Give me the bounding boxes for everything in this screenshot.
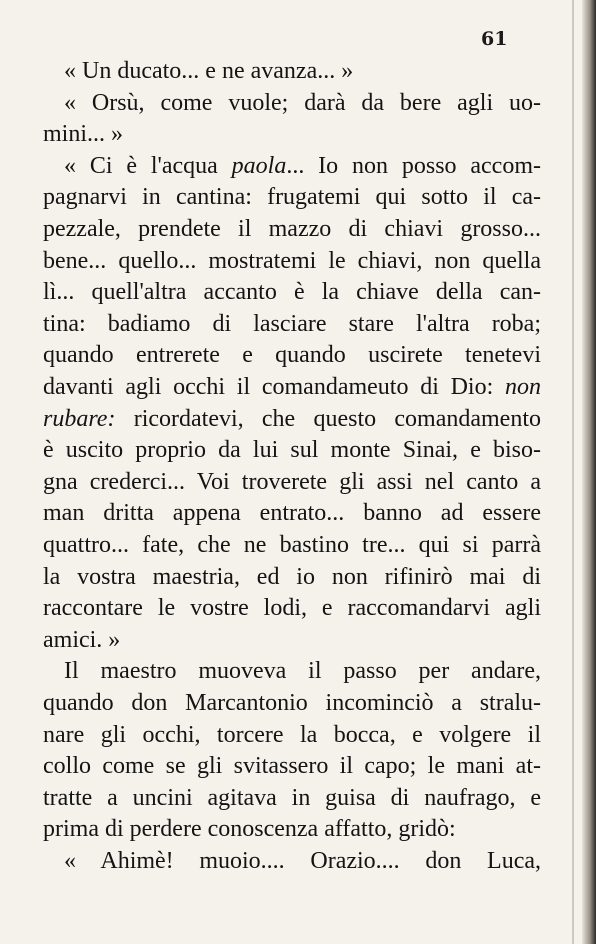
text-line (43, 404, 541, 435)
text-line (43, 593, 541, 624)
text-line (43, 182, 541, 213)
italic-segment: paola (231, 152, 287, 179)
text-line (43, 814, 541, 845)
italic-segment: non (505, 374, 541, 400)
text-line (43, 751, 541, 782)
italic-segment: rubare: (43, 405, 116, 432)
text-line-segment: « Un ducato... e ne avanza... » (64, 58, 354, 84)
text-line (43, 530, 541, 561)
text-line-segment: gna crederci... Voi troverete gli assi nel canto a (43, 468, 541, 495)
text-line-segment: tratte a uncini agitava in guisa di naufrago, e (43, 784, 541, 811)
book-spine-shadow (582, 0, 596, 944)
text-line-segment: bene... quello... mostratemi le chiavi, non quella (43, 247, 541, 274)
text-line-segment: collo come se gli svitassero il capo; le mani at- (43, 753, 541, 780)
text-line (43, 214, 541, 245)
text-line (43, 562, 541, 593)
text-line (43, 435, 541, 466)
text-line-segment: ricordatevi, che questo comandamento (115, 405, 541, 432)
text-line (43, 467, 541, 498)
text-line-segment: pagnarvi in cantina: frugatemi qui sotto il ca- (43, 184, 541, 211)
text-line-segment: pezzale, prendete il mazzo di chiavi grosso... (43, 216, 541, 242)
text-line-segment: ... Io non posso accom- (286, 152, 541, 179)
page-edge-line (572, 0, 574, 944)
text-line (43, 372, 541, 403)
text-line (43, 88, 541, 119)
text-line-segment: prima di perdere conoscenza affatto, gridò: (43, 816, 456, 843)
text-line (43, 846, 541, 877)
text-line-segment: mini... » (43, 121, 124, 148)
text-line (43, 783, 541, 814)
text-line (43, 688, 541, 719)
text-line-segment: davanti agli occhi il comandameuto di Dio: (43, 374, 505, 400)
text-line-segment: quattro... fate, che ne bastino tre... qui si parrà (43, 532, 541, 558)
text-line-segment: la vostra maestria, ed io non rifinirò mai di (43, 563, 541, 590)
text-line-segment: raccontare le vostre lodi, e raccomandarvi agli (43, 595, 541, 622)
text-line (43, 277, 541, 308)
text-line (43, 656, 541, 687)
text-line-segment: amici. » (43, 626, 121, 653)
text-line (43, 498, 541, 529)
text-line-segment: quando don Marcantonio incominciò a stralu- (43, 690, 541, 716)
text-line-segment: « Ci è l'acqua (64, 152, 232, 179)
text-line (43, 625, 541, 656)
text-line (43, 340, 541, 371)
text-line-segment: nare gli occhi, torcere la bocca, e volgere il (43, 721, 541, 748)
text-line-segment: tina: badiamo di lasciare stare l'altra roba; (43, 310, 541, 337)
text-line-segment: Il maestro muoveva il passo per andare, (64, 658, 541, 685)
text-line-segment: man dritta appena entrato... banno ad essere (43, 500, 541, 527)
text-line (43, 246, 541, 277)
text-line-segment: lì... quell'altra accanto è la chiave della can- (43, 279, 541, 306)
text-line (43, 56, 541, 87)
text-line-segment: è uscito proprio da lui sul monte Sinai, e biso- (43, 437, 541, 464)
text-line (43, 151, 541, 182)
text-line (43, 309, 541, 340)
text-line (43, 119, 541, 150)
text-line-segment: « Ahimè! muoio.... Orazio.... don Luca, (64, 848, 541, 874)
text-line (43, 720, 541, 751)
text-line-segment: « Orsù, come vuole; darà da bere agli uo- (64, 89, 541, 116)
page-number: 61 (481, 28, 508, 50)
text-line-segment: quando entrerete e quando uscirete tenetevi (43, 342, 541, 369)
